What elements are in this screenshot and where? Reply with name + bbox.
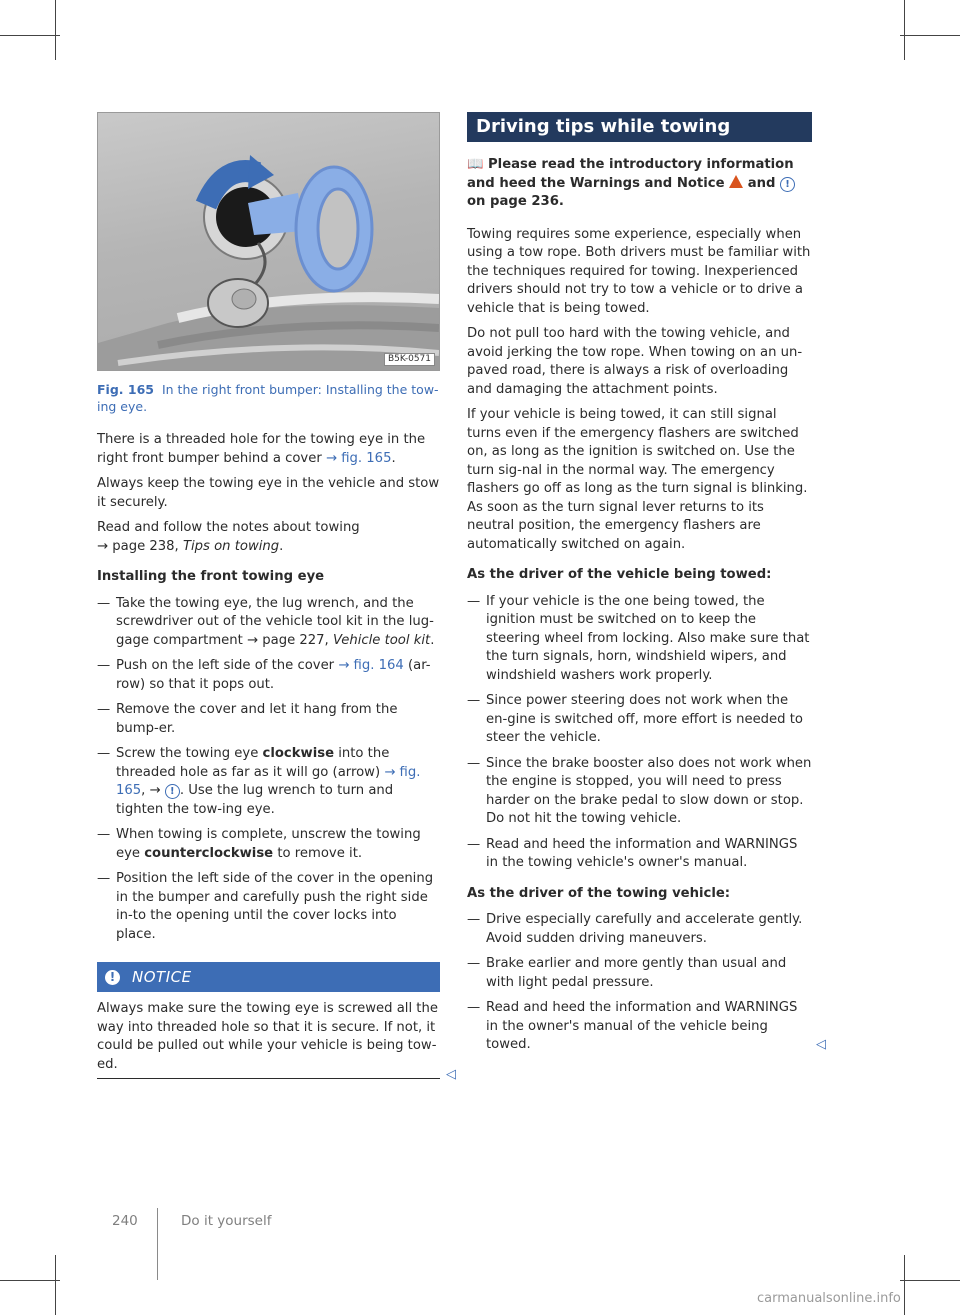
crop-mark xyxy=(904,0,905,60)
subheading: As the driver of the vehicle being towed: xyxy=(467,567,772,582)
page-reference[interactable]: → page 238, xyxy=(97,538,179,554)
towing-eye-illustration xyxy=(98,113,439,370)
end-of-section-icon: ◁ xyxy=(816,1037,826,1052)
crop-mark xyxy=(55,1255,56,1315)
end-of-section-icon: ◁ xyxy=(446,1066,456,1082)
figure-link[interactable]: → fig. 164 xyxy=(338,658,404,673)
warning-icon xyxy=(729,175,743,188)
list-item: — Position the left side of the cover in the opening in the bumper and carefully push the right side in-to the opening until the cover locks into place. xyxy=(97,870,440,944)
towing-list xyxy=(467,911,826,1055)
paragraph: Do not pull too hard with the towing vehicle, and avoid jerking the tow rope. When towing on an un-paved road, there is always a risk of overloading and damaging the attachment points. xyxy=(467,326,803,397)
list-item-text: Read and heed the information and WARNINGS in the owner's manual of the vehicle being towed. xyxy=(486,1000,798,1052)
figure-link[interactable]: → fig. 165 xyxy=(325,450,392,466)
crop-mark xyxy=(0,35,60,36)
figure-link[interactable]: → fig. 165 xyxy=(116,764,421,798)
section-title: Driving tips while towing xyxy=(467,112,812,142)
list-item xyxy=(467,999,826,1055)
emphasis: counterclockwise xyxy=(144,845,274,861)
towed-list xyxy=(467,593,812,873)
notice-icon: ! xyxy=(165,784,180,799)
book-icon: 📖 xyxy=(467,157,484,172)
paragraph xyxy=(97,431,440,468)
paragraph: Always keep the towing eye in the vehicle and stow it securely. xyxy=(97,476,440,510)
list-item-text: into the threaded hole as far as it will go (arrow) xyxy=(116,746,390,780)
list-item: — Since the brake booster also does not work when the engine is stopped, you will need to press harder on the brake pedal to slow down or stop. Do not hit the towing vehicle. xyxy=(467,755,812,829)
list-item xyxy=(97,657,440,694)
notice-title: NOTICE xyxy=(132,967,192,986)
left-column xyxy=(97,112,456,1082)
list-item: — Remove the cover and let it hang from the bump-er. xyxy=(97,701,440,738)
punctuation: . xyxy=(430,632,435,648)
paragraph xyxy=(97,519,440,556)
steps-list xyxy=(97,595,440,945)
right-column xyxy=(467,112,826,1062)
list-item: — Brake earlier and more gently than usual and with light pedal pressure. xyxy=(467,955,812,992)
reference-title: Vehicle tool kit xyxy=(332,632,431,648)
paragraph: Towing requires some experience, especially when using a tow rope. Both drivers must be familiar with the techniques required for towing. Inexperienced drivers should not try to tow a vehicle or to drive a vehicle that is being towed. xyxy=(467,226,811,316)
list-item-text: Take the towing eye, the lug wrench, and the screwdriver out of the vehicle tool kit in the lug-gage compartment → page 227, xyxy=(116,595,434,648)
list-item: — If your vehicle is the one being towed, the ignition must be switched on to keep the steering wheel from locking. Also make sure that the turn signals, horn, windshield wipers, and windshield washers work properly. xyxy=(467,593,812,686)
figure-caption xyxy=(97,381,440,415)
page-number: 240 xyxy=(112,1213,138,1229)
punctuation: . xyxy=(391,450,396,466)
list-item: — Read and heed the information and WARNINGS in the towing vehicle's owner's manual. xyxy=(467,836,812,873)
punctuation: . xyxy=(279,538,284,554)
crop-mark xyxy=(904,1255,905,1315)
crop-mark xyxy=(0,1280,60,1281)
paragraph: If your vehicle is being towed, it can still signal turns even if the emergency flashers are switched on, as long as the ignition is switched on. Use the turn sig-nal in the normal way. The emergency flashers go off as long as the turn signal is blinking. As soon as the turn signal lever returns to its neutral position, the emergency flashers are automatically switched on again. xyxy=(467,407,808,552)
notice-header xyxy=(97,962,440,992)
crop-mark xyxy=(900,1280,960,1281)
subheading: Installing the front towing eye xyxy=(97,569,325,584)
figure-towing-eye xyxy=(97,112,440,371)
list-item xyxy=(97,745,440,819)
subheading: As the driver of the towing vehicle: xyxy=(467,885,731,901)
list-item-text: to remove it. xyxy=(277,845,363,861)
emphasis: clockwise xyxy=(262,746,335,761)
footer-divider xyxy=(157,1208,158,1280)
paragraph-text: There is a threaded hole for the towing eye in the right front bumper behind a cover xyxy=(97,432,426,466)
page-reference[interactable]: on page 236. xyxy=(467,194,564,209)
reference-title: Tips on towing xyxy=(182,538,280,554)
notice-body xyxy=(97,1000,456,1082)
crop-mark xyxy=(900,35,960,36)
crop-mark xyxy=(55,0,56,60)
list-item: — Since power steering does not work when the en-gine is switched off, more effort is needed to steer the vehicle. xyxy=(467,692,812,748)
figure-code: B5K-0571 xyxy=(384,353,435,366)
figure-number: Fig. 165 xyxy=(97,382,154,397)
list-item xyxy=(97,826,440,863)
notice-icon: ! xyxy=(780,177,795,192)
list-item: — Drive especially carefully and accelerate gently. Avoid sudden driving maneuvers. xyxy=(467,911,812,948)
figure-caption-text: In the right front bumper: Installing the tow-ing eye. xyxy=(97,382,439,414)
paragraph-text: Read and follow the notes about towing xyxy=(97,520,360,535)
watermark: carmanualsonline.info xyxy=(757,1291,901,1306)
list-item xyxy=(97,595,440,651)
notice-icon: ! xyxy=(105,970,120,985)
list-item-text: When towing is complete, unscrew the towing eye xyxy=(116,827,421,861)
list-item-text: Screw the towing eye xyxy=(116,746,259,761)
notice-text: Always make sure the towing eye is screwed all the way into threaded hole so that it is secure. If not, it could be pulled out while your vehicle is being tow-ed. xyxy=(97,1001,438,1072)
list-item-text: Push on the left side of the cover xyxy=(116,658,335,673)
intro-note xyxy=(467,156,812,212)
list-item-text: , → xyxy=(141,783,161,798)
intro-text: Please read the introductory information and heed the Warnings and Notice xyxy=(467,157,794,191)
list-item-text: . Use the lug wrench to turn and tighten the tow-ing eye. xyxy=(116,783,394,817)
intro-text: and xyxy=(747,175,776,191)
list-item-text: (ar-row) so that it pops out. xyxy=(116,658,431,692)
footer-section: Do it yourself xyxy=(181,1213,272,1229)
